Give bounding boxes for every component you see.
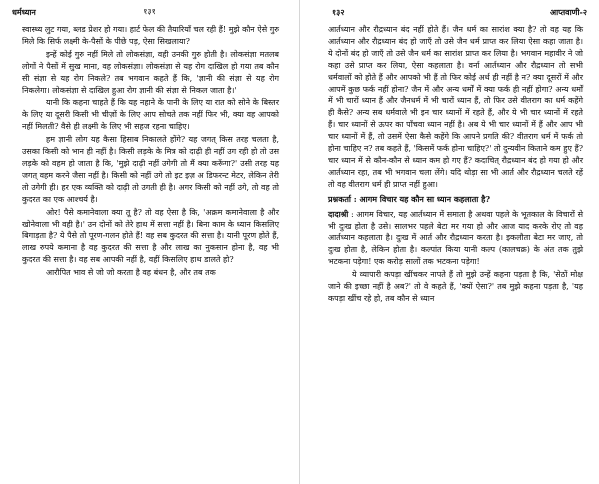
answer-block [328,209,583,269]
right-page-number: १३२ [332,7,345,17]
right-paragraph-1: आर्तध्यान और रौद्रध्यान बंद नहीं होते हैं। जैन धर्म का सारांश क्या है? तो वह यह कि आर्तध्यान और रौद्रध्यान बंद हो जाएँ तो उसे जैन धर्म प्राप्त कर लिया ऐसा कहा जाता है। ये दोनों बंद हो जाएँ तो उसे जैन धर्म का सारांश प्राप्त कर लिया है। भगवान महावीर ने जो कहा उसे प्राप्त कर लिया, ऐसा कहलाता है। वर्ना आर्तध्यान और रौद्रध्यान तो सभी धर्मवालों को होते हैं और आपको भी हैं तो फिर कोई अर्थ ही नहीं है न? क्या दूसरों में और आपमें कुछ फर्क नहीं होना? जैन में और अन्य धर्मों में क्या फर्क ही नहीं होगा? अन्य धर्मों में भी चारों ध्यान हैं और जैनधर्म में भी चारों ध्यान हैं, तो फिर उसे वीतराग का धर्म कहेंगे ही कैसे? अन्य सब धर्मवाले भी इन चार ध्यानों में रहते हैं, और ये भी चार ध्यानों में रहते हैं। चार ध्यानों से ऊपर का पाँचवा ध्यान नहीं है। अब ये भी चार ध्यानों में हैं और आप भी चार ध्यानों में हैं, तो उसमें ऐसा कैसे कहेंगे कि आपने प्रगति की? वीतराग धर्म में फर्क तो होना चाहिए न? तब कहते हैं, 'किसमें फर्क होना चाहिए?' तो दुन्यवीन किताने कम हुए हैं? चार ध्यान में से कौन-कौन से ध्यान कम हो गए हैं? कदाचित् रौद्रध्यान बंद हो गया हो और आर्तध्यान रहा, तब भी भगवान चला लेंगे। यदि थोड़ा सा भी आर्त और रौद्रध्यान चलते रहें तो वह वीतराग धर्म ही प्राप्त नहीं हुआ। [328,25,583,189]
left-page-header [12,6,287,18]
left-paragraph-3: यानी कि कहना चाहते हैं कि यह नहाने के पानी के लिए या रात को सोने के बिस्तर के लिए या दूसरी किसी भी चीज़ों के लिए आप सोचते तक नहीं फिर भी, क्या वह आपको नहीं मिलती? वैसे ही लक्ष्मी के लिए भी सहज रहना चाहिए। [22,98,279,132]
right-page-body [328,24,583,305]
right-page-header [312,6,587,18]
answer-text: : आगम विचार, यह आर्तध्यान में समाता है अथवा पहले के भूतकाल के विचारों से भी दुःख होता है उसे। सालभर पहले बेटा मर गया हो और आज याद करके रोए तो वह आर्तध्यान कहलाता है। दुःख में आर्त और रौद्रध्यान करता है। इकलौता बेटा मर जाए, तो दुःख होता है, लेकिन होता है। कल्पांत किया यानी कल्प (कालचक्र) के अंत तक तुझे भटकना पड़ेगा! एक करोड़ सालों तक भटकना पड़ेगा! [328,209,583,267]
left-paragraph-1: स्वास्थ्य लुट गया, ब्लड प्रेशर हो गया। हार्ट फेल की तैयारियाँ चल रही हैं! मुझे कौन ऐसे गुरु मिले कि सिर्फ लक्ष्मी के-पैसों के पीछे पड़, ऐसा सिखलाया? [22,25,279,46]
left-paragraph-5: ओर! पैसे कमानेवाला क्या तू है? तो वह ऐसा है कि, 'अक्रम कमानेवाला है और खोनेवाला भी वही है।' उन दोनों को तेरे हाथ में सत्ता नहीं है। बिना काम के ध्यान किसलिए बिगाड़ता है? ये पैसे तो पूरण-गलन होते हैं! वह सब कुदरत की सत्ता है। यानी पूरण होते हैं, लाख रुपये कमाना है वह कुदरत की सत्ता है और लाख का नुकसान होना है, वह भी कुदरत की सत्ता है। वह सब आपकी नहीं है, वहीं किसलिए हाथ डालते हो? [22,207,279,265]
left-paragraph-2: इन्हें कोई गुरु नहीं मिले तो लोकसंज्ञा, वही उनकी गुरु होती है। लोकसंज्ञा मतलब लोगों ने पैसों में सुख माना, वह लोकसंज्ञा। लोकसंज्ञा से यह रोग दाखिल हो गया तब कौन सी संज्ञा से यह रोग निकले? तब भगवान कहते हैं कि, 'ज्ञानी की संज्ञा से यह रोग निकलेगा। लोकसंज्ञा से दाखिल हुआ रोग ज्ञानी की संज्ञा से निकल जाता है।' [22,49,279,95]
left-paragraph-6: आरौपित भाव से जो जो करता है वह बंधन है, और तब तक [46,268,216,278]
left-paragraph-4: हम ज्ञानी लोग यह कैसा हिसाब निकालते होंगे? यह जगत् किस तरह चलता है, उसका किसी को भान ही नहीं है। किसी लड़के के मित्र को दाढ़ी ही नहीं उग रही हो तो उस लड़के को वहम हो जाता है कि, 'मुझे दाढ़ी नहीं उगेगी तो मैं क्या करूँगा?' उसी तरह यह जगत् वहम करने जैसा नहीं है। किसी को नहीं उगे तो इट इज़ अ डिफरन्ट मेटर, लेकिन तेरी तो उगेगी ही। हर एक व्यक्ति को दाढ़ी तो उगती ही है। अगर किसी को नहीं उगे, तो वह तो कुदरत का एक आश्चर्य है। [22,135,279,204]
right-book-page [300,0,599,484]
left-book-page [0,0,299,484]
left-page-number: १३१ [143,7,156,16]
left-page-body [22,24,279,279]
question-label: प्रश्नकर्ता [328,193,351,204]
question-text: : आगम विचार यह कौन सा ध्यान कहलाता है? [353,193,491,204]
question-block [328,194,583,206]
right-closing-paragraph: ये व्यापारी कपड़ा खींचकर नापते हैं तो मुझे उन्हें कहना पड़ता है कि, 'सेठों मोक्ष जाने की इच्छा नहीं है अब?' तो वे कहते हैं, 'क्यों ऐसा?' तब मुझे कहना पड़ता है, 'यह कपड़ा खींच रहे हो, तब कौन से ध्यान [328,270,583,303]
answer-label: दादाश्री [328,208,349,219]
right-header-title: आप्तवाणी-२ [549,7,587,17]
left-header-title: धर्मध्यान [12,7,36,17]
